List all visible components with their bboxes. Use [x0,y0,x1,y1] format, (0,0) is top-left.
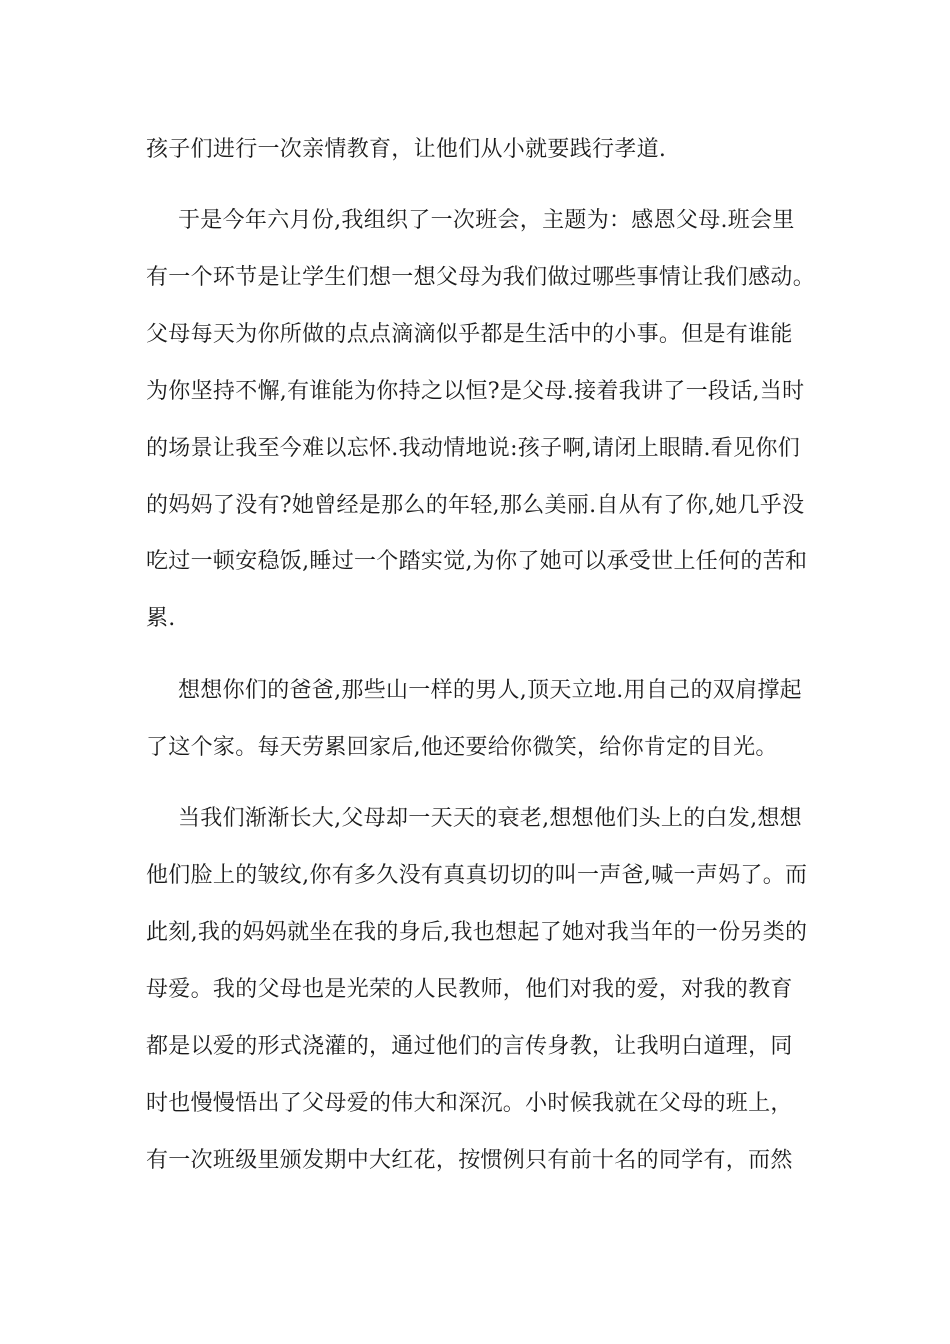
text-line: 母爱。我的父母也是光荣的人民教师，他们对我的爱，对我的教育 [146,977,793,1002]
text-line: 时也慢慢悟出了父母爱的伟大和深沉。小时候我就在父母的班上， [146,1091,793,1116]
text-line: 的妈妈了没有?她曾经是那么的年轻,那么美丽.自从有了你,她几乎没 [146,493,805,518]
paragraph-first-line: 当我们渐渐长大,父母却一天天的衰老,想想他们头上的白发,想想 [178,806,802,831]
text-line: 孩子们进行一次亲情教育，让他们从小就要践行孝道. [146,137,667,162]
text-line: 累. [146,606,176,631]
text-line: 都是以爱的形式浇灌的，通过他们的言传身教，让我明白道理，同 [146,1034,793,1059]
text-line: 吃过一顿安稳饭,睡过一个踏实觉,为你了她可以承受世上任何的苦和 [146,549,808,574]
text-line: 有一个环节是让学生们想一想父母为我们做过哪些事情让我们感动。 [146,265,816,290]
text-line: 父母每天为你所做的点点滴滴似乎都是生活中的小事。但是有谁能 [146,322,793,347]
text-line: 有一次班级里颁发期中大红花，按惯例只有前十名的同学有，而然 [146,1148,793,1173]
paragraph-first-line: 于是今年六月份,我组织了一次班会，主题为：感恩父母.班会里 [178,208,795,233]
paragraph-first-line: 想想你们的爸爸,那些山一样的男人,顶天立地.用自己的双肩撑起 [178,678,802,703]
text-line: 此刻,我的妈妈就坐在我的身后,我也想起了她对我当年的一份另类的 [146,920,808,945]
text-line: 了这个家。每天劳累回家后,他还要给你微笑，给你肯定的目光。 [146,735,778,760]
text-line: 的场景让我至今难以忘怀.我动情地说:孩子啊,请闭上眼睛.看见你们 [146,436,800,461]
text-line: 为你坚持不懈,有谁能为你持之以恒?是父母.接着我讲了一段话,当时 [146,379,805,404]
text-line: 他们脸上的皱纹,你有多久没有真真切切的叫一声爸,喊一声妈了。而 [146,863,808,888]
